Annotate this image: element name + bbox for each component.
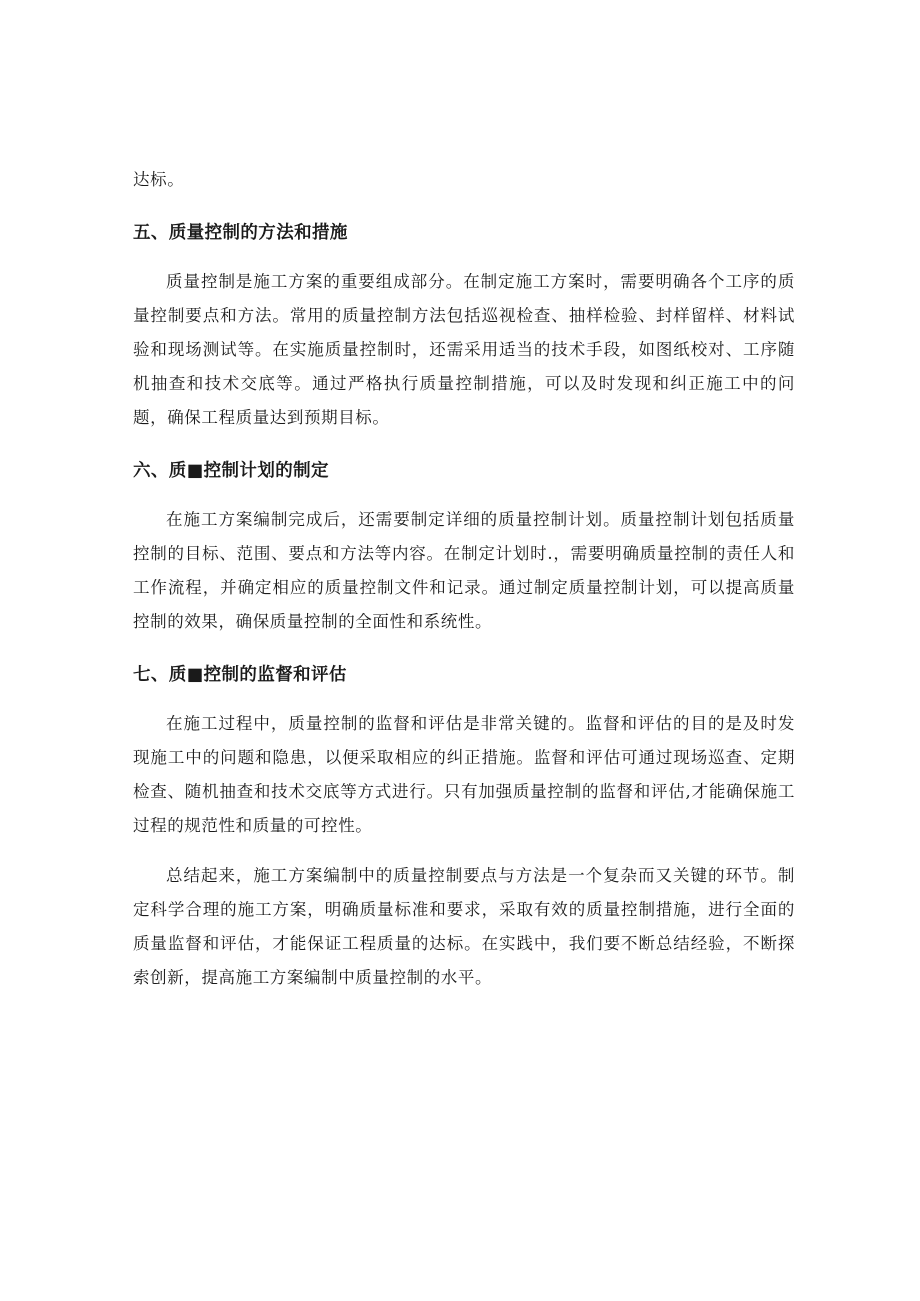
- section-6-paragraph: 在施工方案编制完成后，还需要制定详细的质量控制计划。质量控制计划包括质量控制的目标、范围、要点和方法等内容。在制定计划时.，需要明确质量控制的责任人和工作流程，并确定相应的质量控制文件和记录。通过制定质量控制计划，可以提高质量控制的效果，确保质量控制的全面性和系统性。: [133, 510, 795, 631]
- section-heading-5: 五、质量控制的方法和措施: [133, 223, 348, 243]
- section-heading-6: 六、质■控制计划的制定: [133, 461, 329, 481]
- document-body: [133, 163, 795, 995]
- section-5-paragraph: 质量控制是施工方案的重要组成部分。在制定施工方案时，需要明确各个工序的质量控制要点和方法。常用的质量控制方法包括巡视检查、抽样检验、封样留样、材料试验和现场测试等。在实施质量控制时，还需采用适当的技术手段，如图纸校对、工序随机抽查和技术交底等。通过严格执行质量控制措施，可以及时发现和纠正施工中的问题，确保工程质量达到预期目标。: [133, 272, 795, 427]
- opening-fragment: 达标。: [133, 170, 185, 189]
- section-7-paragraph: 在施工过程中，质量控制的监督和评估是非常关键的。监督和评估的目的是及时发现施工中的问题和隐患，以便采取相应的纠正措施。监督和评估可通过现场巡查、定期检查、随机抽查和技术交底等方式进行。只有加强质量控制的监督和评估,才能确保施工过程的规范性和质量的可控性。: [133, 714, 795, 835]
- conclusion-paragraph: 总结起来，施工方案编制中的质量控制要点与方法是一个复杂而又关键的环节。制定科学合理的施工方案，明确质量标准和要求，采取有效的质量控制措施，进行全面的质量监督和评估，才能保证工程质量的达标。在实践中，我们要不断总结经验，不断探索创新，提高施工方案编制中质量控制的水平。: [133, 866, 795, 987]
- section-heading-7: 七、质■控制的监督和评估: [133, 665, 347, 685]
